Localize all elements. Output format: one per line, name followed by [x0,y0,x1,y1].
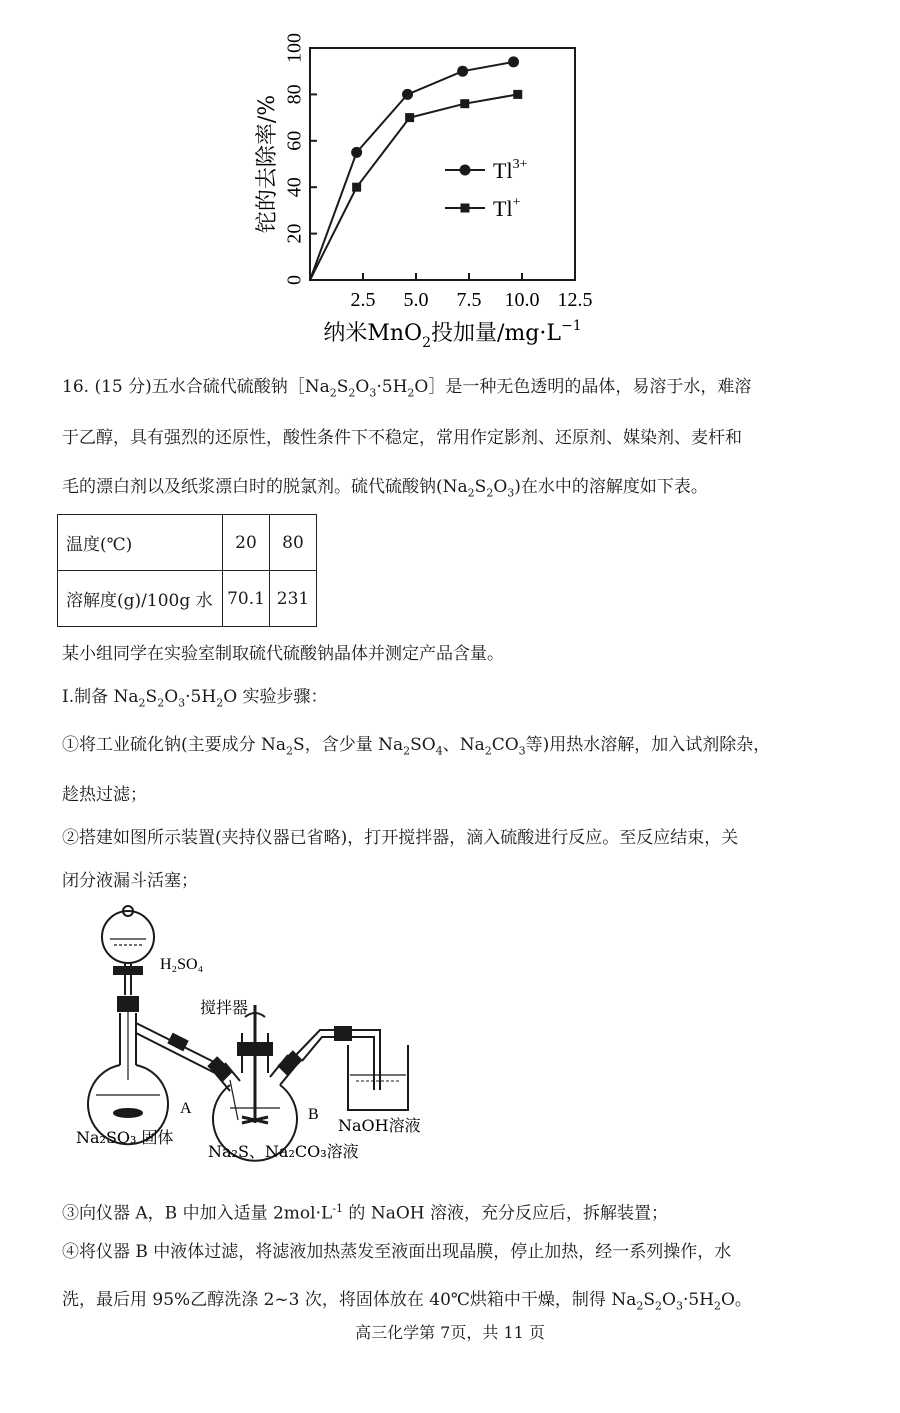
sub: 2 [216,696,224,710]
q16-text: 16. (15 分)五水合硫代硫酸钠［Na [62,377,330,397]
naoh-label: NaOH溶液 [338,1116,421,1135]
q16-line-2 [62,425,842,451]
sub: 3 [178,696,186,710]
x-tick-label: 2.5 [350,289,376,311]
solid-pile [114,1109,142,1117]
text: O [662,1290,676,1310]
text: S，含少量 Na [293,735,404,755]
text: O [355,377,370,397]
stopper-connector [118,997,138,1011]
text: S [145,687,158,707]
text: I.制备 Na [62,687,139,707]
data-point [405,113,414,122]
y-axis-label: 铊的去除率/% [255,94,280,234]
flask-b-label: B [308,1106,319,1123]
y-tick-label: 20 [283,223,306,244]
table-cell: 温度(℃) [58,515,223,571]
sub: 2 [403,744,411,758]
sub: 2 [329,386,337,400]
h2so4-label: H₂SO₄ [160,956,204,973]
legend-label: Tl+ [493,195,521,221]
table-cell: 溶解度(g)/100g 水 [58,571,223,627]
step-1-line-1 [62,732,842,764]
data-point [513,90,522,99]
sub: 4 [435,744,443,758]
page-footer: 高三化学第 7页，共 11 页 [355,1323,545,1342]
sub: 2 [486,486,494,500]
q16-line-3 [62,474,842,506]
separatory-funnel-bulb [102,911,154,963]
x-axis-label: 纳米MnO$_2$投加量$/mg\cdot L^{-1}$ [323,318,582,351]
legend-marker [461,204,470,213]
legend-label: $Tl^{3+}$ [493,157,528,183]
table-row [58,571,317,627]
q16-line-1 [62,374,842,406]
series-line-2 [310,94,518,280]
text: O [493,477,508,497]
text: SO [410,735,436,755]
data-point [402,89,413,100]
sub: 3 [518,744,526,758]
step-3 [62,1196,842,1227]
sup: -1 [332,1202,344,1215]
sub: 2 [138,696,146,710]
text: O］是一种无色透明的晶体，易溶于水，难溶 [414,377,752,397]
text: 某小组同学在实验室制取硫代硫酸钠晶体并测定产品含量。 [62,644,504,664]
text: ③向仪器 A，B 中加入适量 2mol·L [62,1203,333,1224]
intro-line [62,641,842,667]
x-tick-label: 5.0 [403,289,429,311]
step-2-line-2 [62,868,842,894]
table-cell: 70.1 [223,571,270,627]
data-point [352,183,361,192]
sub: 2 [636,1299,644,1313]
funnel-stopcock-icon [114,967,142,974]
text: 毛的漂白剂以及纸浆漂白时的脱氯剂。硫代硫酸钠(Na [62,477,468,497]
x-tick-label: 7.5 [456,289,482,311]
sub: 2 [713,1299,721,1313]
text: 的 NaOH 溶液，充分反应后，拆解装置； [343,1203,668,1224]
sub: 2 [467,486,475,500]
text: 等)用热水溶解，加入试剂除杂， [525,735,771,755]
y-tick-label: 100 [283,33,306,63]
y-tick-label: 60 [283,130,306,151]
step-4-line-1 [62,1239,842,1265]
tube-connector [169,1034,188,1050]
sub: 2 [157,696,165,710]
inlet-tube [230,1080,238,1120]
outlet-tube [302,1037,374,1090]
text: S [474,477,487,497]
text: ①将工业硫化钠(主要成分 Na [62,735,287,755]
text: O [164,687,179,707]
table-cell: 20 [223,515,270,571]
text: ·5H [682,1290,714,1310]
text: )在水中的溶解度如下表。 [514,477,708,497]
sub: 3 [507,486,515,500]
sub: 3 [369,386,377,400]
data-point [508,56,519,67]
step-2-line-1 [62,825,842,851]
text: 趁热过滤； [62,785,147,805]
beaker [348,1045,408,1110]
y-tick-label: 40 [283,177,306,198]
sub: 2 [286,744,294,758]
removal-rate-chart [230,30,650,360]
text: ·5H [185,687,217,707]
text: 闭分液漏斗活塞； [62,871,198,891]
y-tick-label: 0 [283,275,306,285]
x-tick-label: 12.5 [557,289,593,311]
text: ②搭建如图所示装置(夹持仪器已省略)，打开搅拌器，滴入硫酸进行反应。至反应结束，关 [62,828,739,848]
data-point [457,66,468,77]
step-1-line-2 [62,782,842,808]
text: O。 [720,1290,752,1310]
sub: 2 [348,386,356,400]
outlet-connector [335,1027,351,1040]
data-point [460,99,469,108]
apparatus-diagram [70,905,450,1165]
step-4-line-2 [62,1287,842,1319]
text: 洗，最后用 95%乙醇洗涤 2~3 次，将固体放在 40℃烘箱中干燥，制得 Na [62,1290,637,1310]
text: ·5H [376,377,408,397]
x-tick-label: 10.0 [504,289,540,311]
right-neck-stopper [279,1052,302,1075]
na2so3-label: Na₂SO₃ 固体 [76,1128,174,1147]
text: CO [491,735,519,755]
sub: 2 [407,386,415,400]
text: 于乙醇，具有强烈的还原性，酸性条件下不稳定，常用作定影剂、还原剂、媒染剂、麦杆和 [62,428,742,448]
text: 、Na [442,735,485,755]
table-cell: 231 [270,571,317,627]
y-tick-label: 80 [283,84,306,105]
table-cell: 80 [270,515,317,571]
table-row [58,515,317,571]
stirrer-label: 搅拌器 [200,998,249,1017]
sub: 2 [484,744,492,758]
legend-marker [460,165,471,176]
plot-frame [310,48,575,280]
step-title [62,684,842,716]
flask-a-label: A [180,1100,192,1117]
solubility-table [57,514,317,627]
text: ④将仪器 B 中液体过滤，将滤液加热蒸发至液面出现晶膜，停止加热，经一系列操作，水 [62,1242,732,1262]
text: S [643,1290,655,1310]
na2s-label: Na₂S、Na₂CO₃溶液 [208,1142,359,1161]
text: S [336,377,349,397]
text: O 实验步骤： [223,687,328,707]
sub: 2 [655,1299,662,1313]
data-point [351,147,362,158]
sub: 3 [675,1299,683,1313]
